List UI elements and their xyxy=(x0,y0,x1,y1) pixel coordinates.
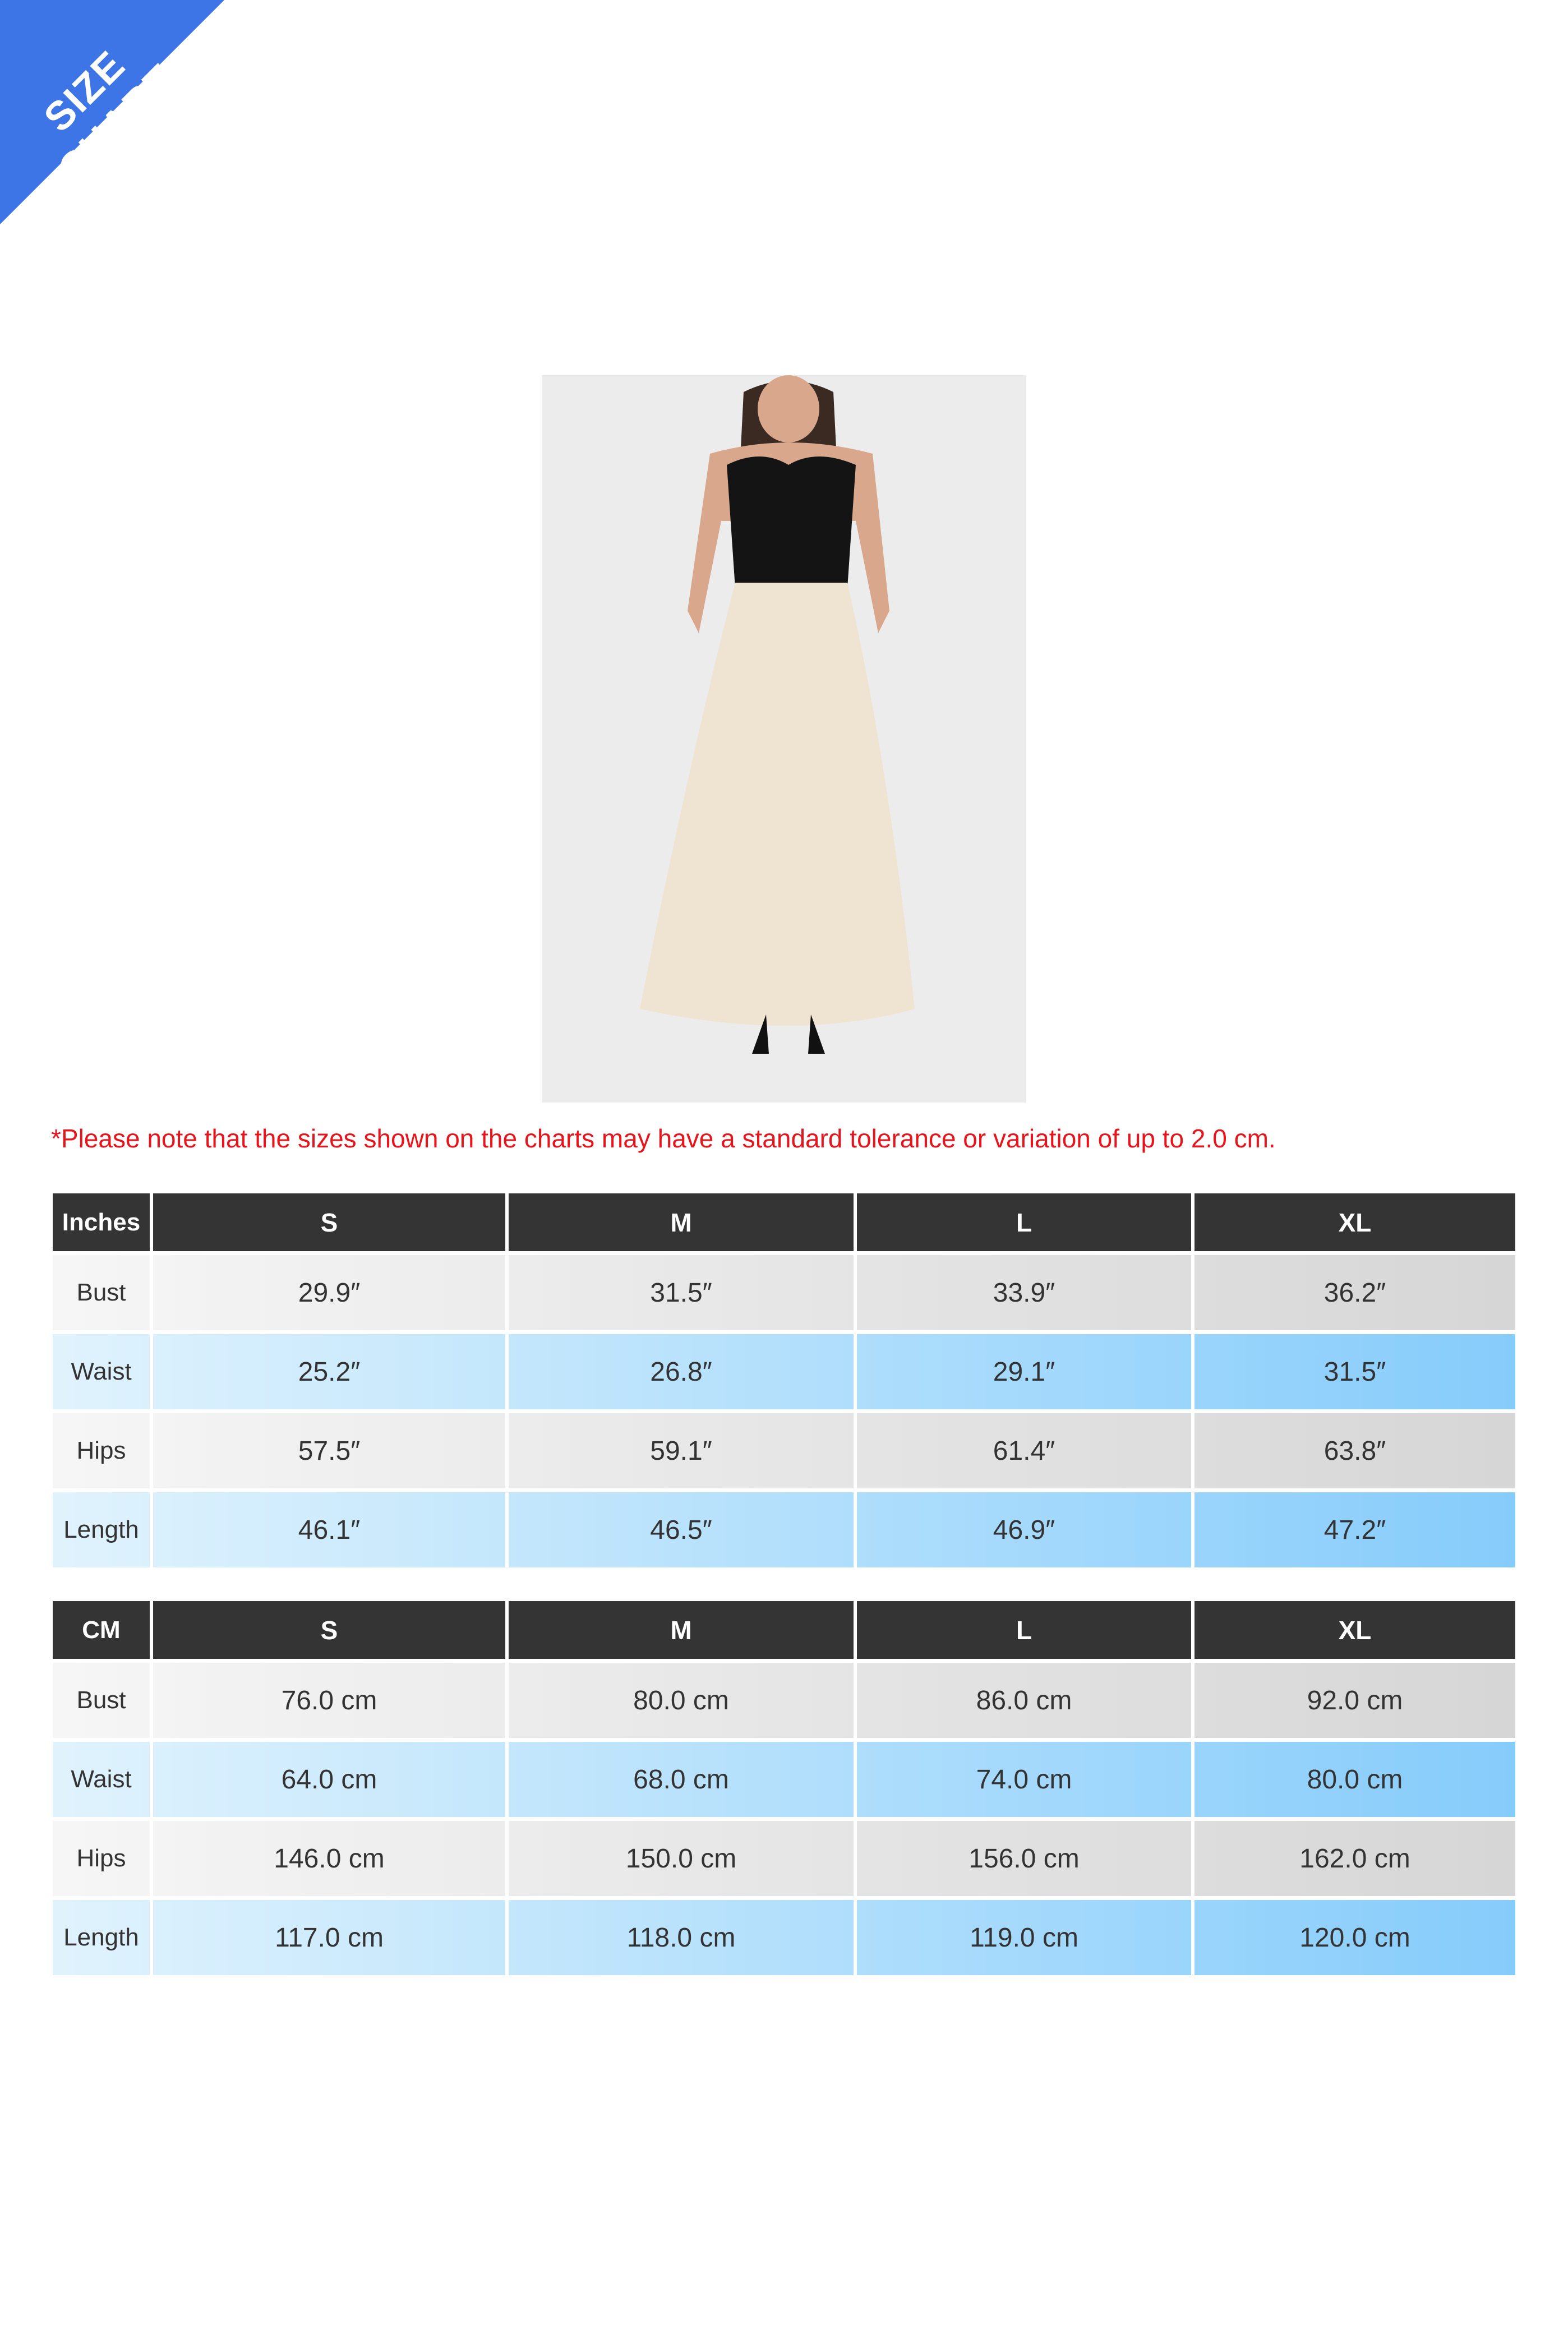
table-cell: 46.9″ xyxy=(854,1488,1191,1567)
unit-header: Inches xyxy=(53,1189,150,1251)
table-cell: 86.0 cm xyxy=(854,1659,1191,1738)
table-cell: 57.5″ xyxy=(150,1409,505,1488)
unit-header: CM xyxy=(53,1597,150,1659)
ribbon-label: SIZE CHART xyxy=(35,42,185,192)
row-label: Hips xyxy=(53,1409,150,1488)
table-cell: 156.0 cm xyxy=(854,1817,1191,1896)
table-row xyxy=(53,1330,1515,1409)
row-label: Bust xyxy=(53,1251,150,1330)
table-row xyxy=(53,1409,1515,1488)
table-cell: 80.0 cm xyxy=(1191,1738,1515,1817)
table-cell: 162.0 cm xyxy=(1191,1817,1515,1896)
table-cell: 68.0 cm xyxy=(505,1738,854,1817)
table-row xyxy=(53,1817,1515,1896)
table-cell: 31.5″ xyxy=(1191,1330,1515,1409)
table-cell: 33.9″ xyxy=(854,1251,1191,1330)
table-cell: 150.0 cm xyxy=(505,1817,854,1896)
size-header: XL xyxy=(1191,1189,1515,1251)
table-cell: 80.0 cm xyxy=(505,1659,854,1738)
tolerance-note: *Please note that the sizes shown on the charts may have a standard tolerance or variation of up to 2.0 cm. xyxy=(51,1124,1276,1153)
table-cell: 36.2″ xyxy=(1191,1251,1515,1330)
row-label: Hips xyxy=(53,1817,150,1896)
inches-size-table xyxy=(53,1189,1515,1567)
table-cell: 118.0 cm xyxy=(505,1896,854,1975)
table-row xyxy=(53,1659,1515,1738)
size-header: M xyxy=(505,1597,854,1659)
size-header: M xyxy=(505,1189,854,1251)
table-cell: 29.9″ xyxy=(150,1251,505,1330)
table-cell: 74.0 cm xyxy=(854,1738,1191,1817)
table-cell: 63.8″ xyxy=(1191,1409,1515,1488)
table-row xyxy=(53,1251,1515,1330)
table-cell: 29.1″ xyxy=(854,1330,1191,1409)
table-cell: 26.8″ xyxy=(505,1330,854,1409)
table-header-row xyxy=(53,1597,1515,1659)
table-cell: 25.2″ xyxy=(150,1330,505,1409)
size-header: XL xyxy=(1191,1597,1515,1659)
table-cell: 146.0 cm xyxy=(150,1817,505,1896)
table-cell: 117.0 cm xyxy=(150,1896,505,1975)
table-cell: 46.1″ xyxy=(150,1488,505,1567)
table-cell: 119.0 cm xyxy=(854,1896,1191,1975)
table-cell: 61.4″ xyxy=(854,1409,1191,1488)
table-row xyxy=(53,1488,1515,1567)
cm-size-table xyxy=(53,1597,1515,1975)
row-label: Length xyxy=(53,1896,150,1975)
size-header: L xyxy=(854,1597,1191,1659)
size-header: S xyxy=(150,1597,505,1659)
size-chart-ribbon xyxy=(0,0,224,224)
table-header-row xyxy=(53,1189,1515,1251)
product-photo xyxy=(542,375,1026,1103)
table-cell: 47.2″ xyxy=(1191,1488,1515,1567)
row-label: Waist xyxy=(53,1738,150,1817)
table-cell: 76.0 cm xyxy=(150,1659,505,1738)
table-cell: 31.5″ xyxy=(505,1251,854,1330)
row-label: Bust xyxy=(53,1659,150,1738)
table-row xyxy=(53,1896,1515,1975)
table-cell: 92.0 cm xyxy=(1191,1659,1515,1738)
table-cell: 120.0 cm xyxy=(1191,1896,1515,1975)
table-cell: 59.1″ xyxy=(505,1409,854,1488)
row-label: Length xyxy=(53,1488,150,1567)
table-row xyxy=(53,1738,1515,1817)
table-cell: 64.0 cm xyxy=(150,1738,505,1817)
size-header: S xyxy=(150,1189,505,1251)
row-label: Waist xyxy=(53,1330,150,1409)
table-cell: 46.5″ xyxy=(505,1488,854,1567)
size-header: L xyxy=(854,1189,1191,1251)
